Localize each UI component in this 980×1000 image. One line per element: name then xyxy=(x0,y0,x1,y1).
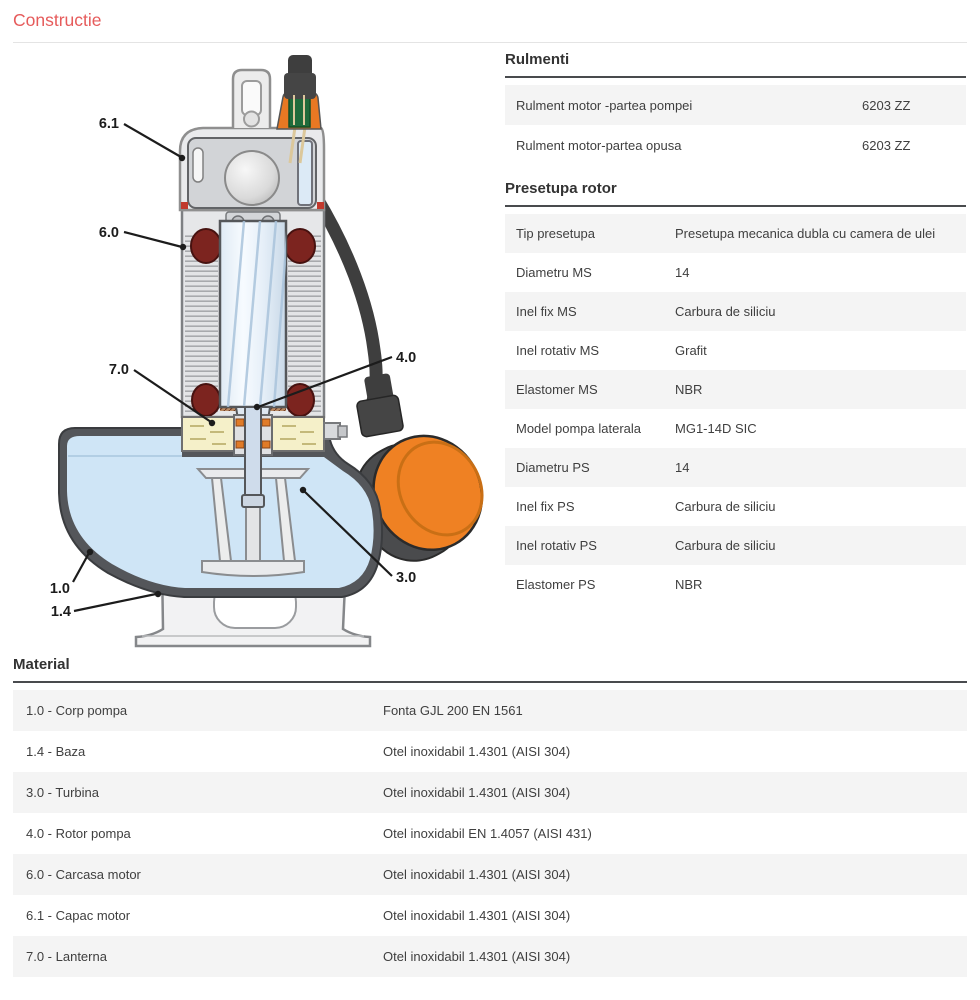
row-value: 14 xyxy=(675,265,690,280)
rulmenti-header: Rulmenti xyxy=(505,50,966,78)
rulmenti-table xyxy=(505,50,966,165)
callout-label: 3.0 xyxy=(396,570,417,586)
row-value: Otel inoxidabil 1.4301 (AISI 304) xyxy=(383,785,571,800)
row-label: Model pompa laterala xyxy=(516,421,642,436)
lifting-handle xyxy=(233,70,270,128)
row-label: Tip presetupa xyxy=(516,226,596,241)
callout-6-1 xyxy=(99,116,185,161)
motor-winding xyxy=(285,229,315,263)
presetupa-header: Presetupa rotor xyxy=(505,179,966,207)
table-row xyxy=(13,731,967,772)
table-row xyxy=(505,526,966,565)
row-value: Otel inoxidabil 1.4301 (AISI 304) xyxy=(383,949,571,964)
callout-label: 4.0 xyxy=(396,350,417,366)
callout-6-0 xyxy=(99,225,186,250)
row-label: Diametru MS xyxy=(516,265,592,280)
row-label: Diametru PS xyxy=(516,460,590,475)
row-value: 6203 ZZ xyxy=(862,97,911,113)
table-row xyxy=(13,772,967,813)
table-row xyxy=(505,487,966,526)
row-value: 6203 ZZ xyxy=(862,137,911,153)
row-label: 6.1 - Capac motor xyxy=(26,908,131,923)
presetupa-table xyxy=(505,179,966,604)
row-label: Elastomer MS xyxy=(516,382,598,397)
row-label: Inel fix PS xyxy=(516,499,575,514)
row-value: Carbura de siliciu xyxy=(675,538,776,553)
row-label: 1.0 - Corp pompa xyxy=(26,703,128,718)
row-label: 1.4 - Baza xyxy=(26,744,86,759)
row-label: 3.0 - Turbina xyxy=(26,785,99,800)
row-value: NBR xyxy=(675,382,703,397)
table-row xyxy=(13,690,967,731)
callout-label: 6.0 xyxy=(98,225,119,241)
capacitor-sphere xyxy=(225,151,279,205)
table-row xyxy=(505,370,966,409)
table-row xyxy=(505,253,966,292)
row-value: NBR xyxy=(675,577,703,592)
table-row xyxy=(13,895,967,936)
table-row xyxy=(505,448,966,487)
page-title: Constructie xyxy=(13,10,967,43)
pump-diagram xyxy=(30,45,490,660)
table-row xyxy=(505,85,966,125)
row-value: Grafit xyxy=(675,343,707,358)
row-value: MG1-14D SIC xyxy=(675,421,757,436)
row-label: Inel rotativ MS xyxy=(516,343,600,358)
table-row xyxy=(505,214,966,253)
float-switch-connector xyxy=(356,373,404,437)
row-label: Elastomer PS xyxy=(516,577,596,592)
row-value: Carbura de siliciu xyxy=(675,304,776,319)
row-value: Otel inoxidabil 1.4301 (AISI 304) xyxy=(383,867,571,882)
row-label: 6.0 - Carcasa motor xyxy=(26,867,141,882)
callout-label: 6.1 xyxy=(98,116,119,132)
table-row xyxy=(13,936,967,977)
callout-label: 1.4 xyxy=(50,604,71,620)
callout-label: 7.0 xyxy=(108,362,129,378)
spec-tables-column xyxy=(505,50,966,604)
pump-shaft xyxy=(245,407,261,497)
row-value: Otel inoxidabil 1.4301 (AISI 304) xyxy=(383,744,571,759)
row-label: Inel rotativ PS xyxy=(516,538,597,553)
row-label: 7.0 - Lanterna xyxy=(26,949,107,964)
row-value: Otel inoxidabil 1.4301 (AISI 304) xyxy=(383,908,571,923)
row-value: Presetupa mecanica dubla cu camera de ulei xyxy=(675,226,936,241)
material-table xyxy=(13,655,967,977)
table-row xyxy=(505,125,966,165)
row-label: 4.0 - Rotor pompa xyxy=(26,826,131,841)
table-row xyxy=(505,409,966,448)
pump-cross-section-diagram xyxy=(30,45,490,660)
table-row xyxy=(505,331,966,370)
table-row xyxy=(13,854,967,895)
row-label: Rulment motor-partea opusa xyxy=(516,137,682,153)
table-row xyxy=(505,565,966,604)
cable-plug xyxy=(284,73,316,99)
callout-1-0 xyxy=(50,549,93,597)
row-label: Inel fix MS xyxy=(516,304,577,319)
row-value: Carbura de siliciu xyxy=(675,499,776,514)
callout-label: 1.0 xyxy=(49,581,70,597)
row-value: Fonta GJL 200 EN 1561 xyxy=(383,703,523,718)
motor-winding xyxy=(191,229,221,263)
table-row xyxy=(505,292,966,331)
row-value: 14 xyxy=(675,460,690,475)
row-value: Otel inoxidabil EN 1.4057 (AISI 431) xyxy=(383,826,592,841)
row-label: Rulment motor -partea pompei xyxy=(516,97,693,113)
material-header: Material xyxy=(13,655,967,683)
table-row xyxy=(13,813,967,854)
